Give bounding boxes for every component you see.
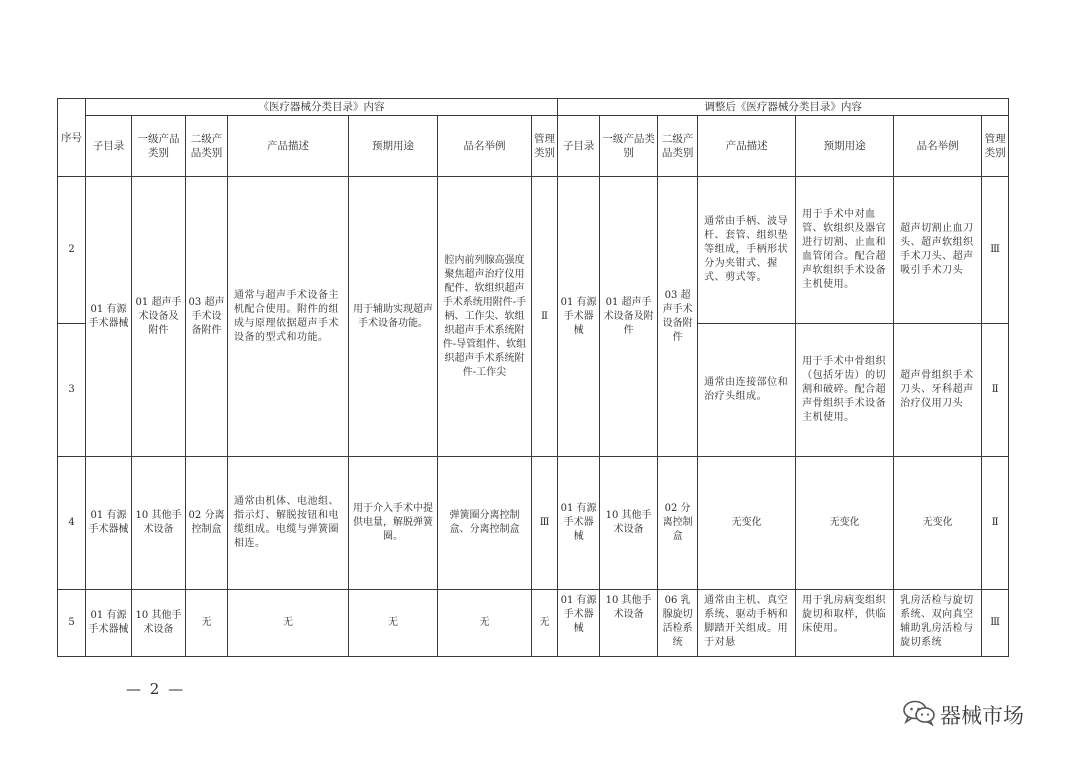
row-seq: 2 [58, 177, 86, 324]
before-mgmt-class: Ⅲ [532, 457, 558, 590]
watermark [902, 700, 1024, 730]
after-intended-use: 用于手术中骨组织（包括牙齿）的切割和破碎。配合超声骨组织手术设备主机使用。 [796, 324, 894, 457]
header-name-examples: 品名举例 [438, 116, 532, 177]
before-sub-catalog: 01 有源手术器械 [86, 177, 132, 457]
after-second-level: 06 乳腺旋切活检系统 [658, 590, 698, 657]
header-intended-use: 预期用途 [796, 116, 894, 177]
before-second-level: 无 [186, 590, 228, 657]
after-second-level: 02 分离控制盒 [658, 457, 698, 590]
table-row [58, 457, 1009, 590]
after-description: 通常由主机、真空系统、驱动手柄和脚踏开关组成。用于对悬 [698, 590, 796, 657]
after-description: 通常由手柄、波导杆、套管、组织垫等组成，手柄形状分为夹钳式、握式、剪式等。 [698, 177, 796, 324]
after-sub-catalog: 01 有源手术器械 [558, 457, 600, 590]
header-first-level: 一级产品类别 [132, 116, 186, 177]
after-name-examples: 超声骨组织手术刀头、牙科超声治疗仪用刀头 [894, 324, 982, 457]
header-mgmt-class: 管理类别 [532, 116, 558, 177]
after-sub-catalog: 01 有源手术器械 [558, 590, 600, 657]
header-sub-catalog: 子目录 [558, 116, 600, 177]
watermark-text: 器械市场 [940, 704, 1024, 728]
header-second-level: 二级产品类别 [658, 116, 698, 177]
row-seq: 5 [58, 590, 86, 657]
page-number: — 2 — [126, 680, 186, 698]
before-intended-use: 用于辅助实现超声手术设备功能。 [349, 177, 438, 457]
after-sub-catalog: 01 有源手术器械 [558, 177, 600, 457]
wechat-icon [902, 700, 936, 730]
header-sub-catalog: 子目录 [86, 116, 132, 177]
after-second-level: 03 超声手术设备附件 [658, 177, 698, 457]
before-description: 通常与超声手术设备主机配合使用。附件的组成与原理依据超声手术设备的型式和功能。 [228, 177, 349, 457]
before-description: 通常由机体、电池组、指示灯、解脱按钮和电缆组成。电缆与弹簧圈相连。 [228, 457, 349, 590]
header-name-examples: 品名举例 [894, 116, 982, 177]
after-first-level: 10 其他手术设备 [600, 590, 658, 657]
header-description: 产品描述 [698, 116, 796, 177]
table-row [58, 177, 1009, 324]
after-first-level: 10 其他手术设备 [600, 457, 658, 590]
header-mgmt-class: 管理类别 [982, 116, 1009, 177]
header-after-group: 调整后《医疗器械分类目录》内容 [558, 99, 1009, 116]
before-name-examples: 腔内前列腺高强度聚焦超声治疗仪用配件、软组织超声手术系统用附件-手柄、工作尖、软组织超声手术系统附件-导管组件、软组织超声手术系统附件-工作尖 [438, 177, 532, 457]
before-mgmt-class: 无 [532, 590, 558, 657]
classification-table [57, 98, 1009, 657]
after-mgmt-class: Ⅲ [982, 177, 1009, 324]
before-second-level: 02 分离控制盒 [186, 457, 228, 590]
before-sub-catalog: 01 有源手术器械 [86, 590, 132, 657]
before-first-level: 01 超声手术设备及附件 [132, 177, 186, 457]
header-second-level: 二级产品类别 [186, 116, 228, 177]
after-description: 通常由连接部位和治疗头组成。 [698, 324, 796, 457]
header-first-level: 一级产品类别 [600, 116, 658, 177]
after-mgmt-class: Ⅱ [982, 324, 1009, 457]
header-description: 产品描述 [228, 116, 349, 177]
before-intended-use: 用于介入手术中提供电量，解脱弹簧圈。 [349, 457, 438, 590]
after-mgmt-class: Ⅱ [982, 457, 1009, 590]
table-row [58, 590, 1009, 657]
row-seq: 3 [58, 324, 86, 457]
before-first-level: 10 其他手术设备 [132, 457, 186, 590]
after-intended-use: 用于乳房病变组织旋切和取样，供临床使用。 [796, 590, 894, 657]
before-sub-catalog: 01 有源手术器械 [86, 457, 132, 590]
after-name-examples: 超声切割止血刀头、超声软组织手术刀头、超声吸引手术刀头 [894, 177, 982, 324]
before-intended-use: 无 [349, 590, 438, 657]
after-name-examples: 乳房活检与旋切系统、双向真空辅助乳房活检与旋切系统 [894, 590, 982, 657]
row-seq: 4 [58, 457, 86, 590]
header-seq: 序号 [58, 99, 86, 177]
before-name-examples: 弹簧圈分离控制盒、分离控制盒 [438, 457, 532, 590]
after-first-level: 01 超声手术设备及附件 [600, 177, 658, 457]
before-mgmt-class: Ⅱ [532, 177, 558, 457]
before-description: 无 [228, 590, 349, 657]
before-second-level: 03 超声手术设备附件 [186, 177, 228, 457]
after-intended-use: 无变化 [796, 457, 894, 590]
header-intended-use: 预期用途 [349, 116, 438, 177]
header-before-group: 《医疗器械分类目录》内容 [86, 99, 558, 116]
after-name-examples: 无变化 [894, 457, 982, 590]
before-first-level: 10 其他手术设备 [132, 590, 186, 657]
after-intended-use: 用于手术中对血管、软组织及器官进行切割、止血和血管闭合。配合超声软组织手术设备主机使用。 [796, 177, 894, 324]
before-name-examples: 无 [438, 590, 532, 657]
after-mgmt-class: Ⅲ [982, 590, 1009, 657]
after-description: 无变化 [698, 457, 796, 590]
